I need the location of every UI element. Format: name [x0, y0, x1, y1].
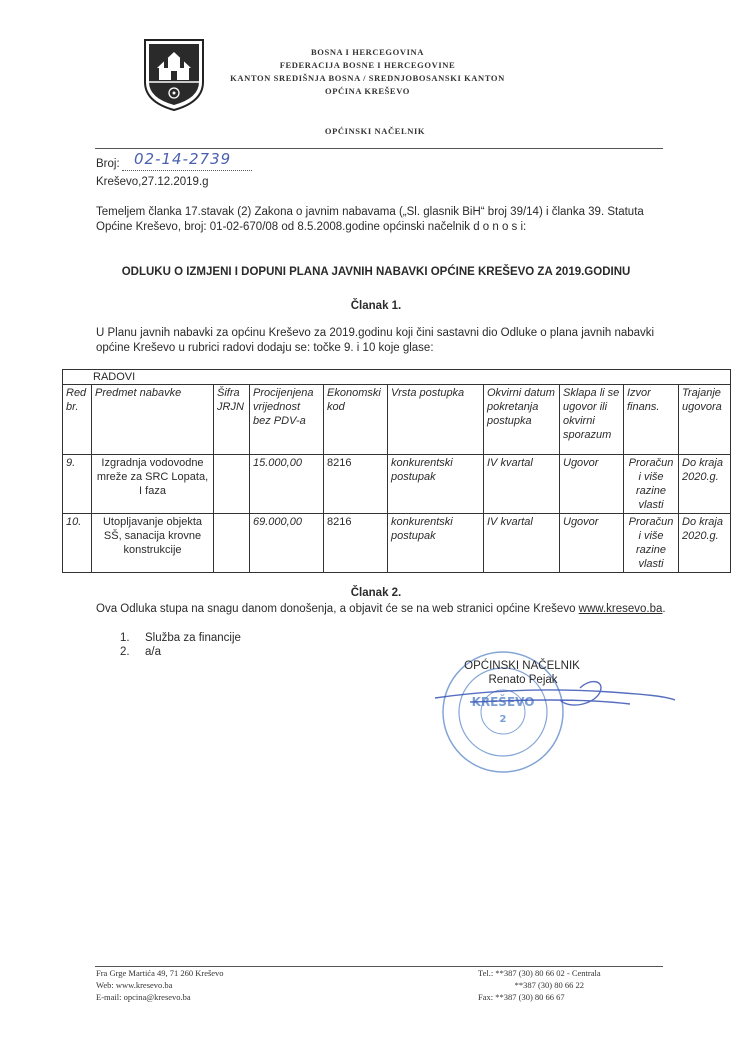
article-2-text: [96, 602, 696, 617]
header-country: BOSNA I HERCEGOVINA: [311, 47, 424, 57]
header-cell: Okvirni datum pokretanja postupka: [484, 385, 560, 455]
seal-number: 2: [499, 714, 507, 725]
row-source: Proračun i više razine vlasti: [624, 455, 679, 514]
seal-text: KREŠEVO: [471, 695, 535, 709]
table-section-title: RADOVI: [63, 370, 731, 385]
header-federation: FEDERACIJA BOSNE I HERCEGOVINE: [279, 60, 456, 70]
table-header-row: [63, 385, 731, 455]
row-procedure: konkurentski postupak: [388, 514, 484, 573]
signer-title: OPĆINSKI NAČELNIK: [464, 660, 580, 672]
header-cell: Izvor finans.: [624, 385, 679, 455]
row-duration: Do kraja 2020.g.: [679, 455, 731, 514]
article-2-title: Članak 2.: [350, 587, 402, 599]
row-econ-code: 8216: [324, 514, 388, 573]
row-contract: Ugovor: [560, 514, 624, 573]
row-duration: Do kraja 2020.g.: [679, 514, 731, 573]
distribution-number: 1.: [120, 632, 130, 644]
reference-handwritten-number: 02-14-2739: [134, 150, 232, 168]
distribution-number: 2.: [120, 646, 130, 658]
article-2-body: Ova Odluka stupa na snagu danom donošenja, a objavit će se na web stranici općine Kreševo: [96, 603, 579, 615]
header-cell: Procijenjena vrijednost bez PDV-a: [250, 385, 324, 455]
row-value: 15.000,00: [250, 455, 324, 514]
header-cell: Predmet nabavke: [92, 385, 214, 455]
reference-label: Broj:: [96, 158, 120, 170]
row-value: 69.000,00: [250, 514, 324, 573]
reference-dotted-line: [122, 170, 252, 171]
row-number: 9.: [63, 455, 92, 514]
row-subject: Izgradnja vodovodne mreže za SRC Lopata, I faza: [92, 455, 214, 514]
table-row: [63, 455, 731, 514]
footer-tel-central: Tel.: **387 (30) 80 66 02 - Centrala: [478, 968, 601, 978]
preamble: Temeljem članka 17.stavak (2) Zakona o javnim nabavama („Sl. glasnik BiH“ broj 39/14) i članka 39. Statuta Općine Kreševo, broj: 01-02-670/08 od 8.5.2008.godine općinski načelnik d o n o s i:: [96, 206, 644, 233]
footer-email: E-mail: opcina@kresevo.ba: [96, 992, 191, 1002]
footer-tel-second: **387 (30) 80 66 22: [514, 980, 584, 990]
row-source: Proračun i više razine vlasti: [624, 514, 679, 573]
header-canton: KANTON SREDIŠNJA BOSNA / SREDNJOBOSANSKI KANTON: [230, 73, 505, 83]
place-date: Kreševo,27.12.2019.g: [96, 176, 209, 188]
row-contract: Ugovor: [560, 455, 624, 514]
distribution-item: [120, 632, 241, 644]
row-date: IV kvartal: [484, 514, 560, 573]
header-cell: Trajanje ugovora: [679, 385, 731, 455]
row-subject: Utopljavanje objekta SŠ, sanacija krovne konstrukcije: [92, 514, 214, 573]
row-econ-code: 8216: [324, 455, 388, 514]
footer-address: Fra Grge Martića 49, 71 260 Kreševo: [96, 968, 224, 978]
table-row: [63, 514, 731, 573]
header-cell: Ekonomski kod: [324, 385, 388, 455]
website-link[interactable]: www.kresevo.ba: [578, 603, 663, 615]
row-procedure: konkurentski postupak: [388, 455, 484, 514]
distribution-item: [120, 646, 161, 658]
header-divider: [95, 148, 663, 149]
row-number: 10.: [63, 514, 92, 573]
reference-number: [96, 150, 306, 172]
distribution-text: a/a: [145, 646, 161, 658]
decision-title: ODLUKU O IZMJENI I DOPUNI PLANA JAVNIH NABAVKI OPĆINE KREŠEVO ZA 2019.GODINU: [121, 266, 631, 278]
footer-web: Web: www.kresevo.ba: [96, 980, 173, 990]
article-1-title: Članak 1.: [350, 300, 402, 312]
article-2-period: .: [662, 603, 666, 615]
footer-fax: Fax: **387 (30) 80 66 67: [478, 992, 565, 1002]
distribution-text: Služba za financije: [145, 632, 241, 644]
header-cell: Red br.: [63, 385, 92, 455]
municipality-crest-logo: [143, 38, 205, 112]
office-title: OPĆINSKI NAČELNIK: [324, 126, 426, 136]
row-code: [214, 514, 250, 573]
signer-name: Renato Pejak: [488, 674, 558, 686]
procurement-table: [62, 369, 730, 573]
handwritten-signature: [430, 670, 680, 730]
header-cell: Šifra JRJN: [214, 385, 250, 455]
row-code: [214, 455, 250, 514]
article-1-text: U Planu javnih nabavki za općinu Kreševo za 2019.godinu koji čini sastavni dio Odluke o plana javnih nabavki općine Kreševo u rubrici radovi dodaju se: točke 9. i 10 koje glase:: [96, 327, 655, 354]
header-cell: Vrsta postupka: [388, 385, 484, 455]
header-municipality: OPĆINA KREŠEVO: [325, 86, 410, 96]
row-date: IV kvartal: [484, 455, 560, 514]
header-cell: Sklapa li se ugovor ili okvirni sporazum: [560, 385, 624, 455]
